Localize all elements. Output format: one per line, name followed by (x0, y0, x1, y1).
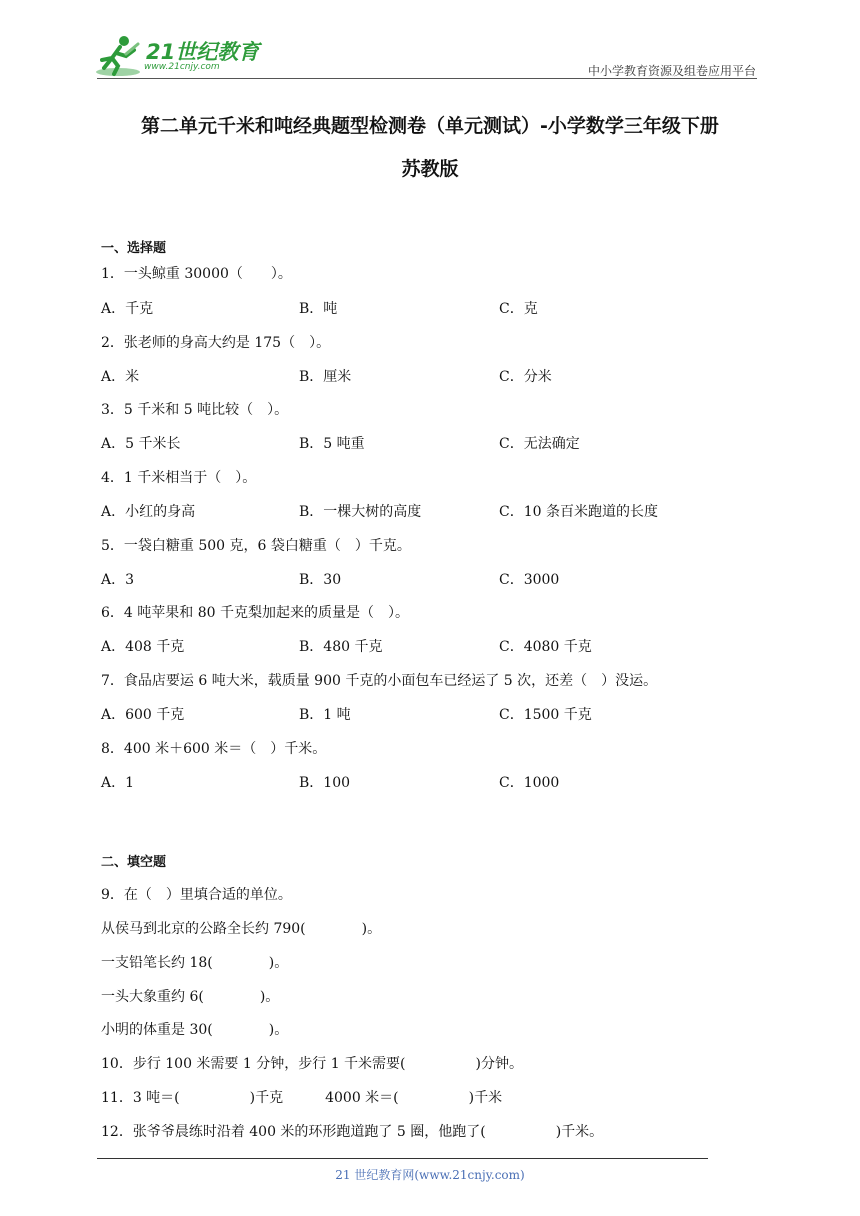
question-8: 8．400 米＋600 米＝（ ）千米。 (101, 741, 327, 757)
option-1c: C．克 (499, 301, 538, 317)
question-3: 3．5 千米和 5 吨比较（ ）。 (101, 402, 289, 418)
option-6c: C．4080 千克 (499, 639, 592, 655)
question-11: 11．3 吨＝( )千克 4000 米＝( )千米 (101, 1090, 503, 1106)
logo (94, 34, 264, 78)
footer-divider (97, 1158, 708, 1159)
option-7c: C．1500 千克 (499, 707, 592, 723)
page-header (0, 0, 860, 90)
document-title-line1: 第二单元千米和吨经典题型检测卷（单元测试）-小学数学三年级下册 (141, 115, 719, 137)
option-8b: B．100 (299, 775, 351, 791)
option-2a: A．米 (101, 369, 140, 385)
question-9-item-3: 一头大象重约 6( )。 (101, 989, 280, 1005)
option-1a: A．千克 (101, 301, 154, 317)
option-4a: A．小红的身高 (101, 504, 196, 520)
document-title-line2: 苏教版 (401, 158, 459, 180)
logo-url: www.21cnjy.com (144, 62, 220, 72)
question-9-item-2: 一支铅笔长约 18( )。 (101, 955, 289, 971)
option-4b: B．一棵大树的高度 (299, 504, 422, 520)
question-9-item-4: 小明的体重是 30( )。 (101, 1022, 289, 1038)
option-3c: C．无法确定 (499, 436, 580, 452)
question-6: 6．4 吨苹果和 80 千克梨加起来的质量是（ ）。 (101, 605, 409, 621)
question-2: 2．张老师的身高大约是 175（ ）。 (101, 335, 331, 351)
option-7b: B．1 吨 (299, 707, 351, 723)
section-heading-fill: 二、填空题 (101, 855, 167, 870)
question-5: 5．一袋白糖重 500 克，6 袋白糖重（ ）千克。 (101, 538, 411, 554)
option-3a: A．5 千米长 (101, 436, 181, 452)
option-8a: A．1 (101, 775, 135, 791)
option-5a: A．3 (101, 572, 135, 588)
option-4c: C．10 条百米跑道的长度 (499, 504, 658, 520)
question-7: 7．食品店要运 6 吨大米，载质量 900 千克的小面包车已经运了 5 次，还差（ ）没运。 (101, 673, 658, 689)
option-2b: B．厘米 (299, 369, 352, 385)
question-12: 12．张爷爷晨练时沿着 400 米的环形跑道跑了 5 圈，他跑了( )千米。 (101, 1124, 604, 1140)
option-8c: C．1000 (499, 775, 560, 791)
option-1b: B．吨 (299, 301, 338, 317)
footer-link[interactable]: 21 世纪教育网(www.21cnjy.com) (335, 1168, 525, 1182)
option-6b: B．480 千克 (299, 639, 383, 655)
header-divider (97, 78, 757, 79)
option-3b: B．5 吨重 (299, 436, 365, 452)
header-slogan: 中小学教育资源及组卷应用平台 (587, 64, 756, 78)
question-9-item-1: 从侯马到北京的公路全长约 790( )。 (101, 921, 382, 937)
logo-text: 21世纪教育 (146, 40, 260, 64)
section-heading-choice: 一、选择题 (101, 241, 167, 256)
runner-logo-icon (94, 34, 144, 78)
option-5c: C．3000 (499, 572, 560, 588)
option-6a: A．408 千克 (101, 639, 185, 655)
option-5b: B．30 (299, 572, 342, 588)
question-1: 1．一头鲸重 30000（ ）。 (101, 266, 292, 282)
option-7a: A．600 千克 (101, 707, 185, 723)
question-4: 4．1 千米相当于（ ）。 (101, 470, 257, 486)
question-10: 10．步行 100 米需要 1 分钟，步行 1 千米需要( )分钟。 (101, 1056, 523, 1072)
question-9: 9．在（ ）里填合适的单位。 (101, 887, 292, 903)
option-2c: C．分米 (499, 369, 552, 385)
